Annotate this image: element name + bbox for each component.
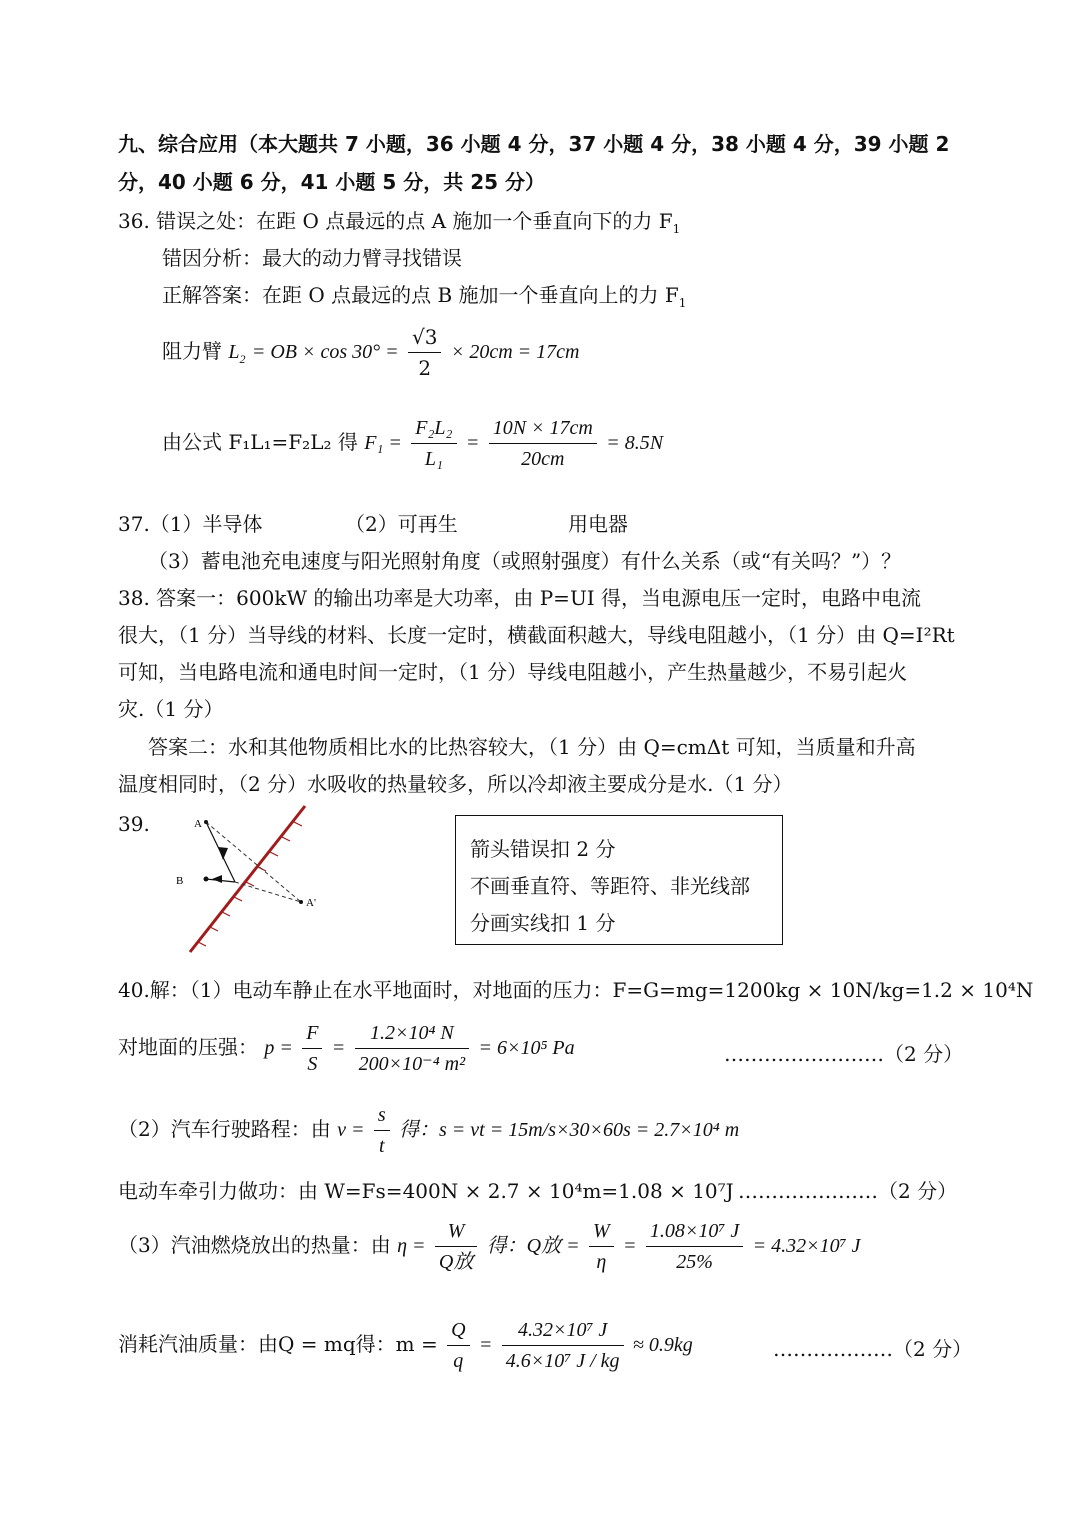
section-title-line1: 九、综合应用（本大题共 7 小题，36 小题 4 分，37 小题 4 分，38 小题 4 分，39 小题 2	[118, 132, 950, 156]
dashed-perpendicular	[206, 822, 301, 902]
q40-work-score: …………………（2 分）	[738, 1179, 958, 1203]
q39-box-line2: 不画垂直符、等距符、非光线部	[470, 874, 750, 898]
dashed-extension	[235, 882, 301, 902]
q37-answer-2b: 用电器	[568, 512, 628, 536]
q39-mirror-diagram	[170, 800, 320, 960]
q40-pressure: 对地面的压强： p = $\frac{F}{S}$ = $\frac{\text{1.2×10⁴ N}}{\text{200×10⁻⁴ m²}}$ = 6×10⁵ Pa	[118, 1018, 575, 1079]
label-b: B	[176, 875, 184, 887]
q38-line1: 38. 答案一：600kW 的输出功率是大功率，由 P=UI 得，当电源电压一定时，电路中电流	[118, 586, 922, 610]
q39-number: 39.	[118, 812, 150, 836]
q37-answer-1: 37.（1）半导体	[118, 512, 263, 536]
q37-answer-2: （2）可再生	[345, 512, 458, 536]
q36-error: 36. 错误之处：在距 O 点最远的点 A 施加一个垂直向下的力 $F_1$	[118, 209, 681, 236]
q40-mass-score: ………………（2 分）	[773, 1337, 973, 1361]
incident-arrow-icon	[218, 847, 228, 860]
q39-box-line3: 分画实线扣 1 分	[470, 911, 616, 935]
q40-distance: （2）汽车行驶路程：由 ν = $\frac{s}{t}$ 得：s = νt = 15m/s×30×60s = 2.7×10⁴ m	[118, 1100, 739, 1161]
q40-heat: （3）汽油燃烧放出的热量：由 η = $\frac{W}{\text{Q放}}$ 得：Q放 = $\frac{W}{\eta}$ = $\frac{\text{1.08×10⁷ J}}{25\%}$ = 4.32×10⁷ J	[118, 1216, 860, 1277]
label-a-prime: A'	[306, 897, 316, 909]
q39-scoring-box	[455, 815, 783, 945]
q37-answer-3: （3）蓄电池充电速度与阳光照射角度（或照射强度）有什么关系（或“有关吗？”）？	[148, 549, 902, 573]
q40-mass: 消耗汽油质量：由Q = mq得：m = $\frac{Q}{q}$ = $\frac{\text{4.32×10⁷ J}}{\text{4.6×10⁷ J / kg}}$ ≈ 0.9kg	[118, 1315, 693, 1376]
q36-arm-equation: 阻力臂 $L_2$ = OB × cos 30° = $\frac{√3}{2}$ × 20cm = 17cm	[162, 322, 579, 383]
q36-answer: 正解答案：在距 O 点最远的点 B 施加一个垂直向上的力 $F_1$	[162, 283, 687, 310]
q40-line1: 40.解：（1）电动车静止在水平地面时，对地面的压力：F=G=mg=1200kg × 10N/kg=1.2 × 10⁴N	[118, 978, 1034, 1002]
q38-line6: 温度相同时，（2 分）水吸收的热量较多，所以冷却液主要成分是水.（1 分）	[118, 772, 793, 796]
q38-line5: 答案二：水和其他物质相比水的比热容较大，（1 分）由 Q=cmΔt 可知，当质量和升高	[148, 735, 916, 759]
q38-line3: 可知，当电路电流和通电时间一定时，（1 分）导线电阻越小，产生热量越少，不易引起火	[118, 660, 908, 684]
q36-cause: 错因分析：最大的动力臂寻找错误	[162, 246, 462, 270]
section-title-line2: 分，40 小题 6 分，41 小题 5 分，共 25 分）	[118, 170, 546, 194]
reflected-arrow-icon	[212, 875, 222, 883]
q38-line4: 灾.（1 分）	[118, 697, 224, 721]
q36-formula: 由公式 F₁L₁=F₂L₂ 得 F₁ = $\frac{\text{F₂L₂}}{\text{L₁}}$ = $\frac{10N \times 17cm}{20cm}$ = 8.5N	[162, 413, 663, 474]
q40-pressure-score: ……………………（2 分）	[724, 1042, 964, 1066]
q38-line2: 很大，（1 分）当导线的材料、长度一定时，横截面积越大，导线电阻越小，（1 分）由 Q=I²Rt	[118, 623, 955, 647]
mirror-hatching	[198, 822, 302, 946]
q39-box-line1: 箭头错误扣 2 分	[470, 837, 616, 861]
label-a: A	[194, 818, 202, 830]
q40-work: 电动车牵引力做功：由 W=Fs=400N × 2.7 × 10⁴m=1.08 × 10⁷J	[118, 1179, 734, 1203]
